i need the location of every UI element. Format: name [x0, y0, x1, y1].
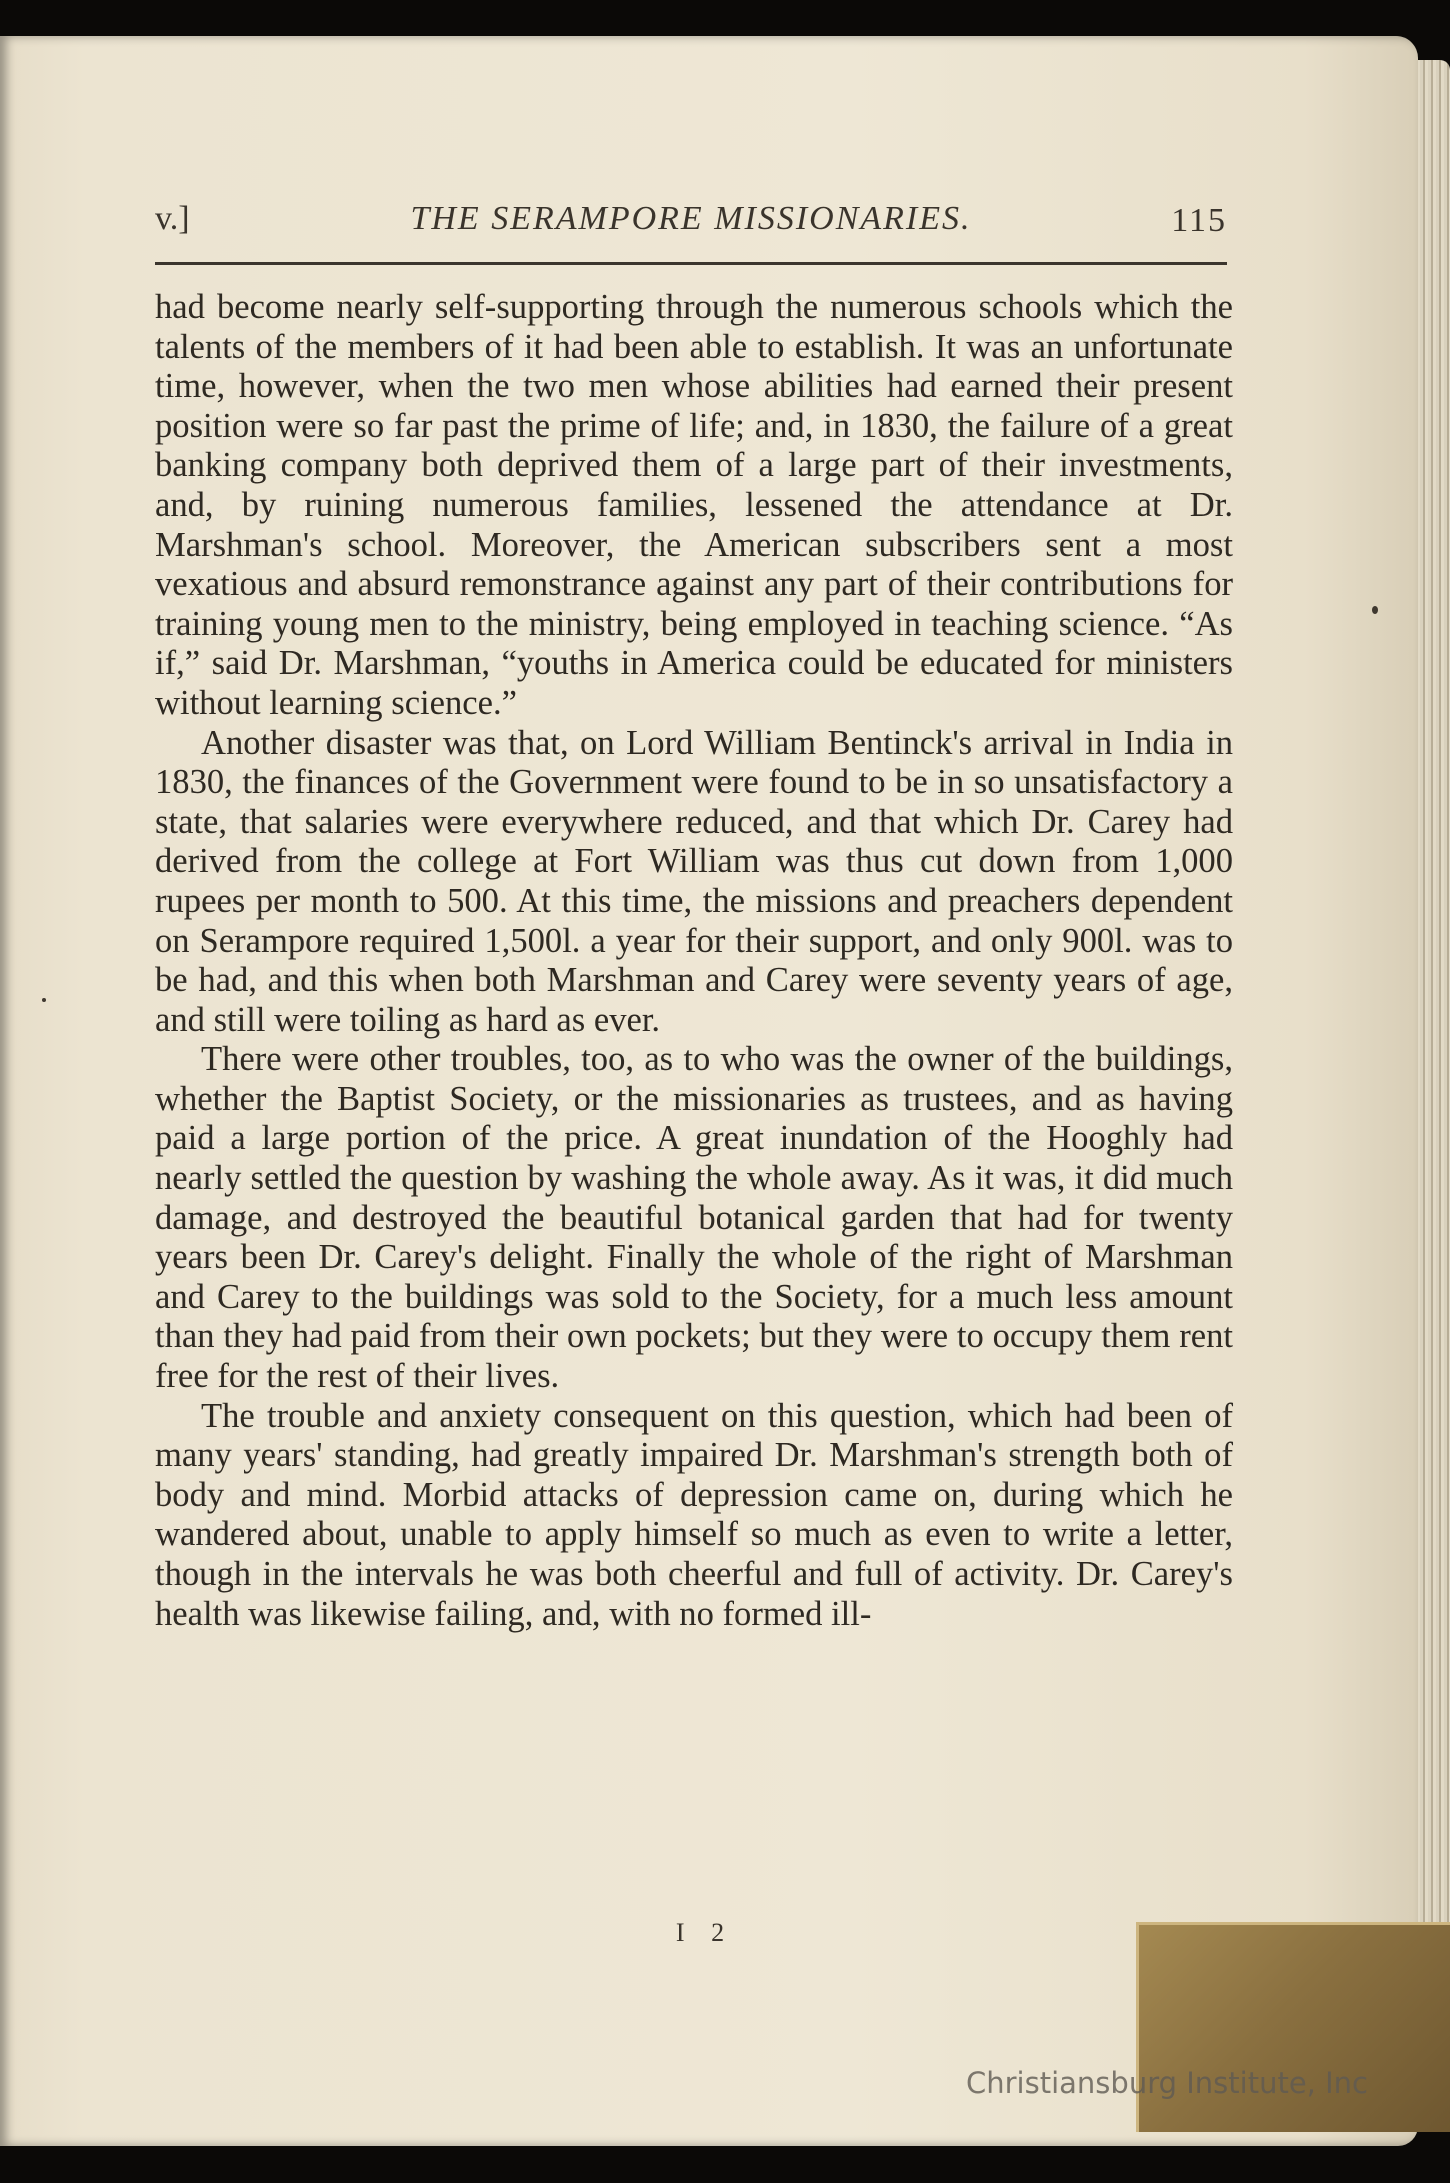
paragraph-3: There were other troubles, too, as to who was the owner of the buildings, whether the Baptist Society, or the missionaries as trustees, and as having paid a large portion of the price. A great inundation of the Hooghly had nearly settled the question by washing the whole away. As it was, it did much damage, and destroyed the beautiful botanical garden that had for twenty years been Dr. Carey's delight. Finally the whole of the right of Marshman and Carey to the buildings was sold to the Society, for a much less amount than they had paid from their own pockets; but they were to occupy them rent free for the rest of their lives. — [155, 1040, 1233, 1396]
wooden-block — [1136, 1922, 1450, 2132]
body-text — [155, 288, 1233, 1634]
signature-mark: I 2 — [675, 1918, 735, 1947]
header-rule — [155, 262, 1227, 265]
running-title: THE SERAMPORE MISSIONARIES. — [410, 200, 972, 237]
paragraph-1: had become nearly self-supporting through the numerous schools which the talents of the members of it had been able to establish. It was an unfortunate time, however, when the two men whose abilities had earned their present position were so far past the prime of life; and, in 1830, the failure of a great banking company both deprived them of a large part of their investments, and, by ruining numerous families, lessened the attendance at Dr. Marshman's school. Moreover, the American subscribers sent a most vexatious and absurd remonstrance against any part of their contributions for training young men to the ministry, being employed in teaching science. “As if,” said Dr. Marshman, “youths in America could be educated for ministers without learning science.” — [155, 288, 1233, 722]
chapter-marker: v.] — [155, 200, 190, 237]
speck — [42, 998, 46, 1002]
paragraph-2: Another disaster was that, on Lord William Bentinck's arrival in India in 1830, the finances of the Government were found to be in so unsatisfactory a state, that salaries were everywhere reduced, and that which Dr. Carey had derived from the college at Fort William was thus cut down from 1,000 rupees per month to 500. At this time, the missions and preachers dependent on Serampore required 1,500l. a year for their support, and only 900l. was to be had, and this when both Marshman and Carey were seventy years of age, and still were toiling as hard as ever. — [155, 723, 1233, 1039]
paragraph-4: The trouble and anxiety consequent on this question, which had been of many years' standing, had greatly impaired Dr. Marshman's strength both of body and mind. Morbid attacks of depression came on, during which he wandered about, unable to apply himself so much as even to write a letter, though in the intervals he was both cheerful and full of activity. Dr. Carey's health was likewise failing, and, with no formed ill- — [155, 1396, 1233, 1633]
watermark: Christiansburg Institute, Inc — [966, 2066, 1368, 2100]
running-header — [155, 200, 1227, 252]
page-number: 115 — [1171, 202, 1227, 239]
speck — [1372, 606, 1378, 614]
